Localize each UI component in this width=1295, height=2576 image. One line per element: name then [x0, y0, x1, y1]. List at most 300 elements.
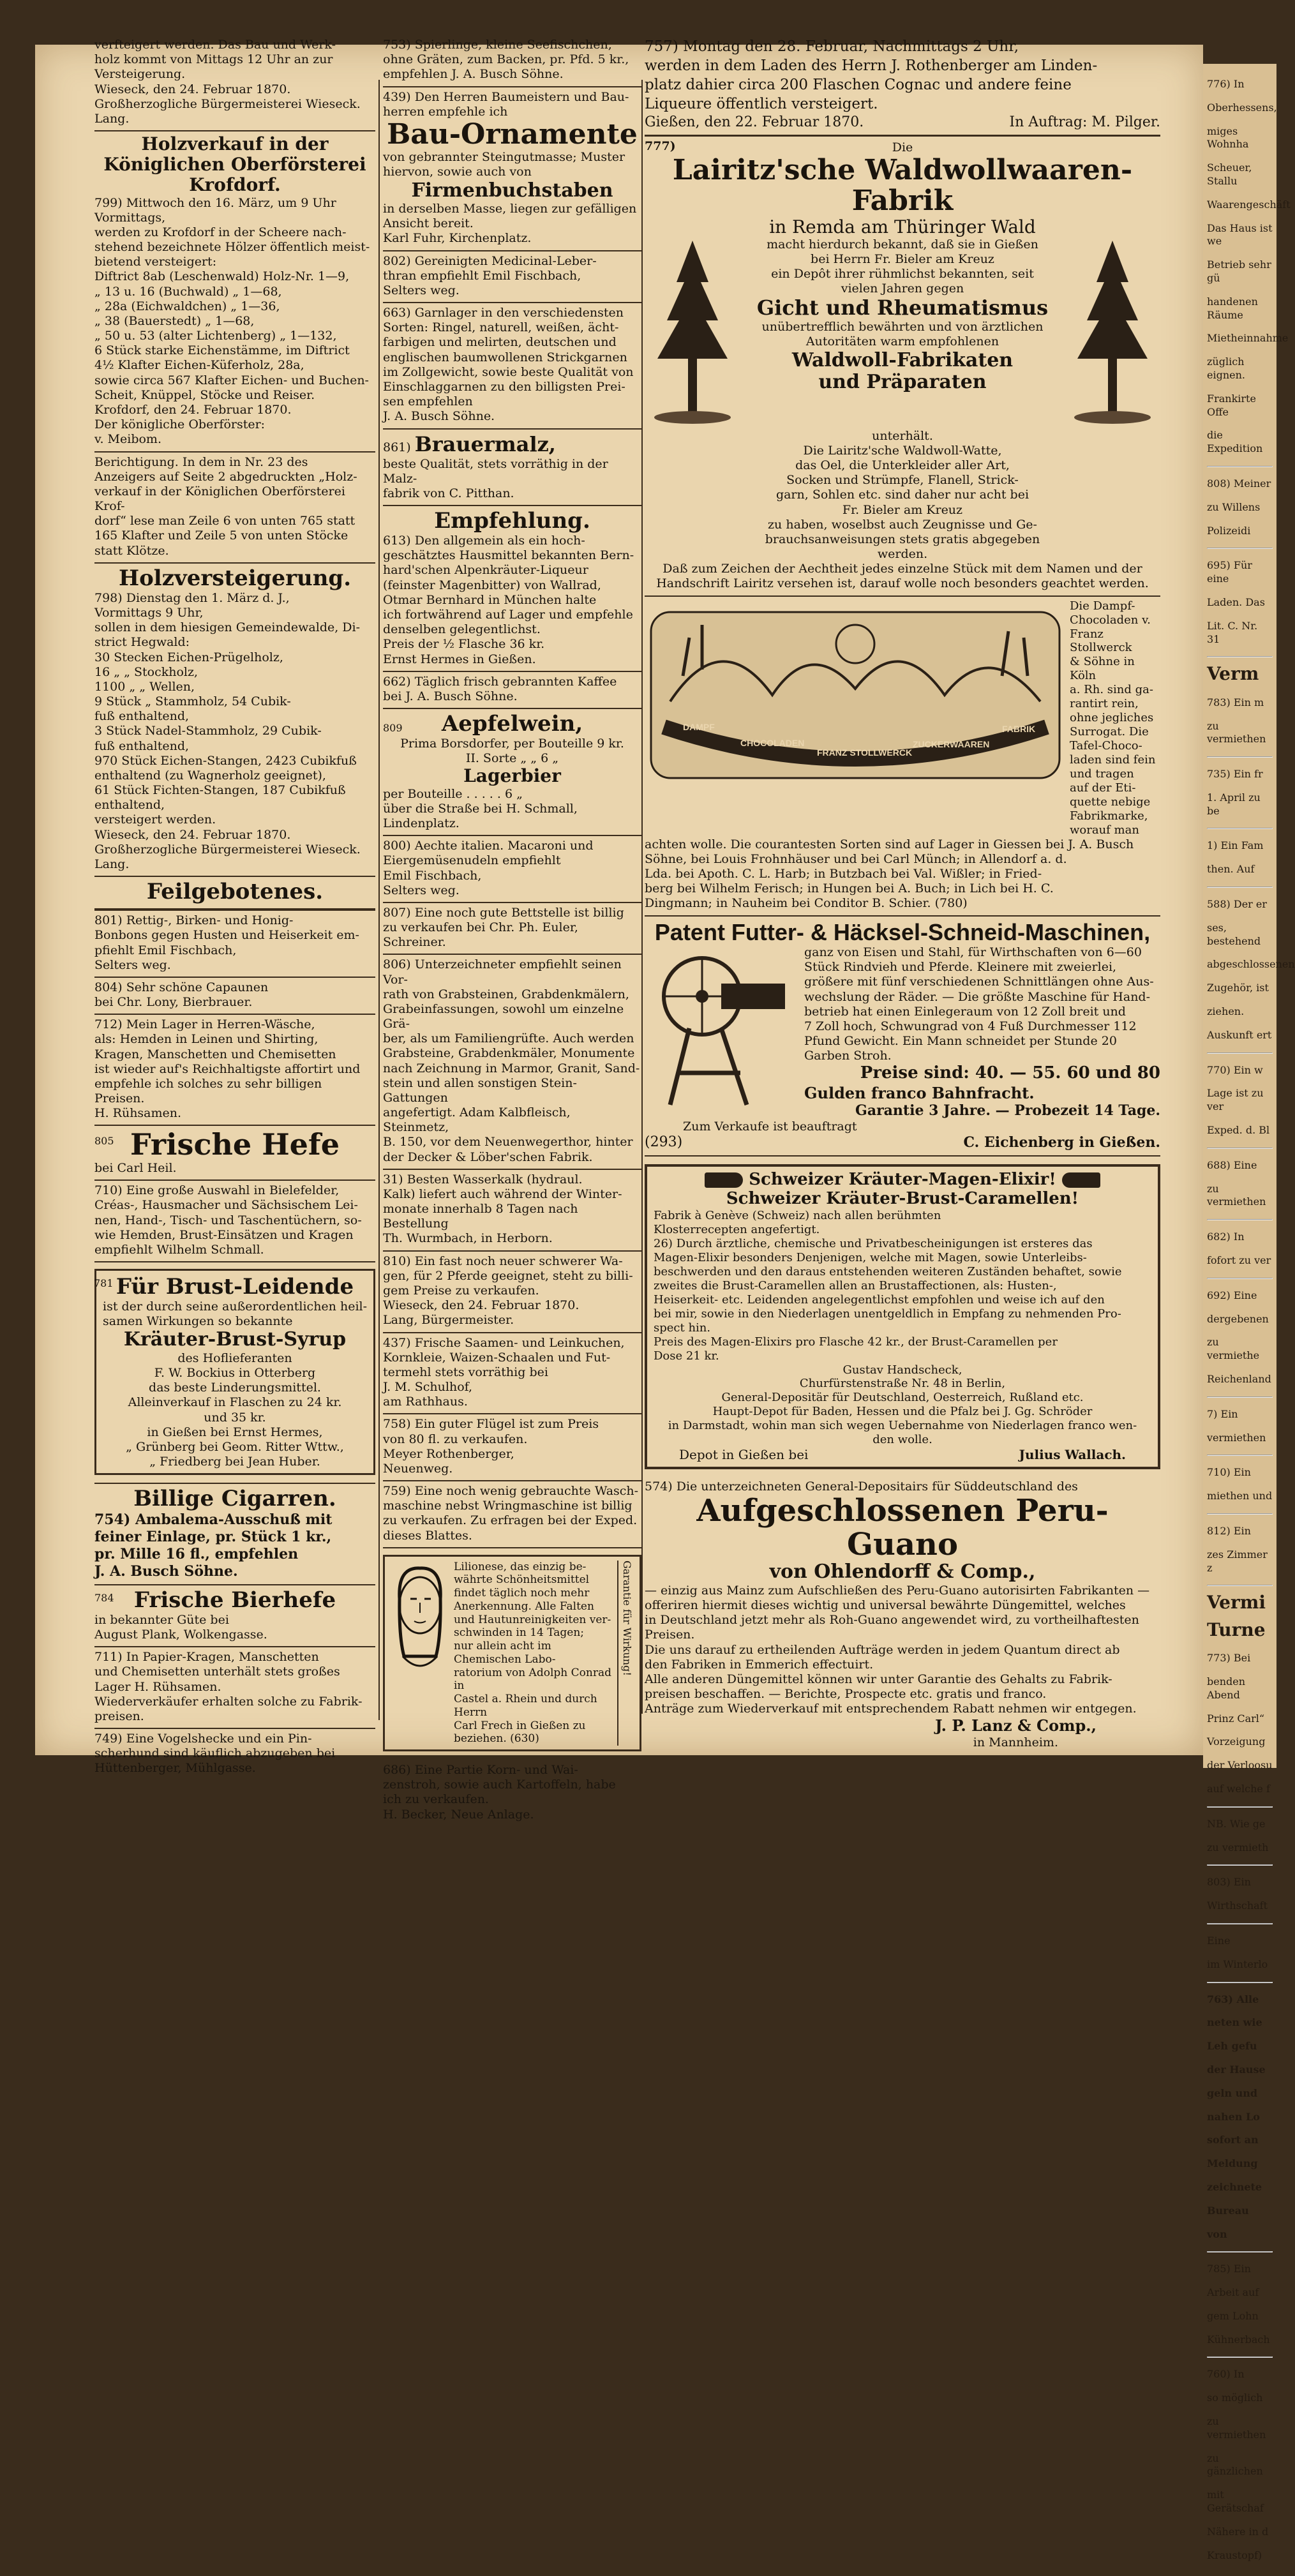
text-line: 437) Frische Saamen- und Leinkuchen,	[383, 1335, 625, 1350]
text-line: strict Hegwald:	[94, 635, 190, 650]
text-block	[1207, 696, 1273, 746]
ad-number: 781	[94, 1277, 114, 1290]
text-line: F. W. Bockius in Otterberg	[154, 1366, 316, 1381]
text-line: macht hierdurch bekannt, daß sie in Gießen	[767, 237, 1038, 251]
text-line: über die Straße bei H. Schmall,	[383, 801, 578, 816]
text-line: zu gänzlichen	[1207, 2452, 1263, 2478]
text-line: Castel a. Rhein und durch Herrn	[454, 1693, 597, 1719]
headline: Frische Bierhefe	[133, 1587, 336, 1613]
text-line: Arbeit auf	[1207, 2286, 1259, 2299]
text-line: ses, bestehend	[1207, 921, 1261, 947]
text-line: den Fabriken in Emmerich effectuirt.	[645, 1657, 874, 1672]
text-block	[1207, 2368, 1273, 2562]
text-line: der Hause	[1207, 2063, 1266, 2076]
text-line: Sorten: Ringel, naturell, weißen, ächt-	[383, 320, 619, 335]
headline-praeparate: und Präparaten	[818, 371, 987, 394]
text-line: Meyer Rothenberger,	[383, 1446, 514, 1461]
text-line: Ansicht bereit.	[383, 216, 474, 231]
section-title: Turne	[1207, 1619, 1266, 1640]
text-line: 785) Ein	[1207, 2263, 1251, 2275]
ad-807-bettstelle	[383, 903, 641, 955]
text-line: 710) Eine große Auswahl in Bielefelder,	[94, 1183, 340, 1198]
text-line: 4½ Klafter Eichen-Küferholz, 28a,	[94, 358, 304, 373]
headline: Empfehlung.	[434, 508, 590, 534]
text-line: Lda. bei Apoth. C. L. Harb; in Butzbach bei Val. Wißler; in Fried-	[645, 867, 1042, 881]
text-line: benden Abend	[1207, 1675, 1246, 1701]
text-line: zes Zimmer z	[1207, 1548, 1268, 1574]
text-line: J. M. Schulhof,	[383, 1380, 473, 1395]
label-fabrik: FABRIK	[1002, 723, 1036, 734]
text-line: vermiethen	[1207, 1431, 1266, 1444]
text-line: zu verkaufen bei Chr. Ph. Euler,	[383, 920, 578, 935]
text-line: 588) Der er	[1207, 898, 1268, 911]
text-line: 758) Ein guter Flügel ist zum Preis	[383, 1417, 599, 1432]
text-line: verkauf in der Königlichen Oberförsterei Krof-	[94, 484, 345, 514]
text-line: Preis des Magen-Elixirs pro Flasche 42 kr., der Brust-Caramellen per	[654, 1335, 1058, 1349]
text-line: miges Wohnha	[1207, 124, 1249, 151]
text-line: 770) Ein w	[1207, 1063, 1263, 1076]
text-line: achten wolle. Die courantesten Sorten sind auf Lager in Giessen bei J. A. Busch	[645, 837, 1134, 851]
text-line: zu Willens	[1207, 500, 1261, 513]
portrait-illustration	[391, 1561, 449, 1682]
text-block	[1207, 1993, 1273, 2242]
text-line: 808) Meiner	[1207, 477, 1271, 490]
text-block	[645, 429, 1160, 592]
headline: Für Brust-Leidende	[116, 1274, 354, 1300]
text-line: Lage ist zu ver	[1207, 1087, 1264, 1113]
text-line: in Deutschland jetzt mehr als Roh-Guano angewendet wird, zu vortheilhaftesten	[645, 1613, 1139, 1628]
text-line: geln und	[1207, 2086, 1258, 2099]
text-line: Scheuer, Stallu	[1207, 161, 1252, 187]
text-line: NB. Wie ge	[1207, 1817, 1266, 1830]
text-line: bei Herrn Fr. Bieler am Kreuz	[811, 251, 994, 266]
text-block	[645, 837, 1160, 911]
text-line: Fabrik à Genève (Schweiz) nach allen berühmten	[654, 1209, 941, 1223]
text-line: 31) Besten Wasserkalk (hydraul.	[383, 1172, 583, 1187]
text-line: H. Rühsamen.	[94, 1106, 182, 1121]
text-line: sofort an	[1207, 2134, 1259, 2146]
text-line: Großherzogliche Bürgermeisterei Wieseck.	[94, 96, 361, 111]
text-line: Vorzeigung	[1207, 1735, 1266, 1748]
text-block	[645, 1584, 1160, 1717]
ad-lilionese	[383, 1548, 641, 1760]
text-line: auf der Eti-	[1070, 781, 1136, 795]
text-line: unterhält.	[872, 428, 933, 443]
text-line: „ 28a (Eichwaldchen) „ 1—36,	[94, 299, 280, 313]
text-line: in derselben Masse, liegen zur gefälligen	[383, 202, 637, 216]
text-line: rath von Grabsteinen, Grabdenkmälern,	[383, 987, 629, 1001]
text-line: 810) Ein fast noch neuer schwerer Wa-	[383, 1254, 623, 1268]
text-line: Pfund Gewicht. Ein Mann schneidet per Stunde 20	[804, 1034, 1117, 1049]
text-line: wechslung der Räder. — Die größte Maschine für Hand-	[804, 989, 1151, 1004]
text-line: maschine nebst Wringmaschine ist billig	[383, 1499, 633, 1513]
text-block	[1207, 1876, 1273, 1913]
ad-439-bau-ornamente	[383, 87, 641, 251]
text-line: a. Rh. sind ga-	[1070, 683, 1153, 697]
text-line: zu haben, woselbst auch Zeugnisse und Ge-	[768, 517, 1037, 532]
text-line: Preis der ½ Flasche 36 kr.	[383, 637, 545, 652]
text-line: ein Depôt ihrer rühmlichst bekannten, seit	[771, 267, 1034, 281]
text-line: Alleinverkauf in Flaschen zu 24 kr.	[128, 1395, 342, 1410]
stollwerck-engraving	[645, 599, 1066, 791]
text-line: im Winterlo	[1207, 1958, 1268, 1970]
product-name: Kräuter-Brust-Syrup	[123, 1328, 347, 1351]
ad-686-stroh	[383, 1760, 641, 1826]
text-line: geschätztes Hausmittel bekannten Bern-	[383, 548, 634, 563]
column-rule	[378, 80, 380, 1720]
text-line: ich fortwährend auf Lager und empfehle	[383, 608, 633, 622]
text-line: Carl Frech in Gießen zu beziehen. (630)	[454, 1719, 586, 1746]
text-line: Polizeidi	[1207, 524, 1251, 537]
text-line: Bonbons gegen Husten und Heiserkeit em-	[94, 928, 359, 943]
text-line: stein und allen sonstigen Stein-Gattungen	[383, 1075, 577, 1105]
text-line: währte Schönheitsmittel	[454, 1573, 590, 1587]
text-line: fuß enthaltend,	[94, 709, 190, 724]
text-line: zu vermiethen	[1207, 1182, 1266, 1208]
ad-712-waesche	[94, 1015, 375, 1126]
text-block	[1207, 1652, 1273, 1796]
text-line: August Plank, Wolkengasse.	[94, 1628, 267, 1642]
text-line: 613) Den allgemein als ein hoch-	[383, 534, 585, 548]
subheadline: Lagerbier	[463, 765, 561, 787]
text-block	[1207, 1289, 1273, 1386]
text-line: ber, als um Familiengrüfte. Auch werden	[383, 1031, 634, 1046]
text-line: J. A. Busch Söhne.	[94, 1562, 238, 1580]
text-line: Kraustopf)	[1207, 2549, 1262, 2561]
text-block	[1207, 1818, 1273, 1855]
ad-437-saamen	[383, 1333, 641, 1415]
ad-holzverkauf-krofdorf	[94, 131, 375, 452]
side-label: Garantie für Wirkung!	[617, 1561, 633, 1746]
text-line: 9 Stück „ Stammholz, 54 Cubik-	[94, 694, 291, 709]
text-line: dergebenen	[1207, 1312, 1269, 1325]
text-block	[744, 237, 1061, 297]
ad-signature-2: in Mannheim.	[973, 1735, 1058, 1749]
text-line: Betrieb sehr gü	[1207, 258, 1271, 284]
text-line: fabrik von C. Pitthan.	[383, 486, 514, 500]
text-line: Dingmann; in Nauheim bei Conditor B. Schier. (780)	[645, 896, 968, 911]
text-line: verfteigert werden. Das Bau und Werk-	[94, 38, 336, 52]
text-line: „ Friedberg bei Jean Huber.	[149, 1455, 320, 1469]
text-line: gem Lohn	[1207, 2309, 1259, 2322]
text-line: Lang.	[94, 111, 130, 126]
text-block	[94, 1613, 375, 1642]
text-line: rantirt rein,	[1070, 697, 1139, 711]
ad-line: Die	[892, 140, 913, 154]
subheadline: in Remda am Thüringer Wald	[769, 216, 1036, 237]
headline-waldwoll: Waldwoll-Fabrikaten	[791, 348, 1014, 371]
text-line: Söhne, bei Louis Frohnhäuser und bei Carl Münch; in Allendorf a. d.	[645, 851, 1067, 866]
text-block	[744, 320, 1061, 349]
text-line: 803) Ein	[1207, 1876, 1251, 1889]
text-line: 807) Eine noch gute Bettstelle ist billig	[383, 905, 624, 920]
text-line: Autoritäten warm empfohlenen	[805, 334, 999, 349]
headline: Bau-Ornamente	[387, 117, 638, 151]
fir-tree-illustration	[1065, 237, 1160, 429]
text-line: Scheit, Knüppel, Stöcke und Reiser.	[94, 387, 315, 402]
text-line: Steinmetz,	[383, 1120, 449, 1135]
section-title: Verm	[1207, 663, 1259, 685]
text-block	[804, 945, 1160, 1063]
text-line: platz dahier circa 200 Flaschen Cognac und andere feine	[645, 76, 1072, 93]
text-line: nur allein acht im Chemischen Labo-	[454, 1640, 556, 1666]
ad-802-leberthran	[383, 251, 641, 304]
text-line: sen empfehlen	[383, 394, 473, 409]
text-line: 801) Rettig-, Birken- und Honig-	[94, 913, 294, 928]
ad-line: Depot in Gießen bei	[679, 1447, 809, 1463]
text-line: 804) Sehr schöne Capaunen	[94, 980, 269, 994]
text-line: laden sind fein	[1070, 753, 1156, 767]
text-line: zenstroh, sowie auch Kartoffeln, habe	[383, 1778, 616, 1792]
text-line: ist wieder auf's Reichhaltigste affortirt und	[94, 1061, 361, 1076]
text-line: Anzeigers auf Seite 2 abgedruckten „Holz-	[94, 469, 357, 484]
ad-801-bonbons	[94, 911, 375, 978]
pointing-hand-icon	[1062, 1172, 1100, 1188]
text-line: 798) Dienstag den 1. März d. J.,	[94, 590, 290, 605]
text-line: worauf man	[1070, 823, 1139, 837]
text-line: General-Depositär für Deutschland, Oesterreich, Rußland etc.	[721, 1391, 1084, 1405]
text-line: Die Lairitz'sche Waldwoll-Watte,	[803, 443, 1002, 458]
text-line: Neuenweg.	[383, 1461, 453, 1476]
text-block	[1207, 2263, 1273, 2346]
text-line: 3 Stück Nadel-Stammholz, 29 Cubik-	[94, 724, 322, 738]
pointing-hand-icon	[705, 1172, 743, 1188]
headline: Lairitz'sche Waldwollwaaren-Fabrik	[672, 153, 1133, 218]
text-line: B. 150, vor dem Neuenwegerthor, hinter	[383, 1135, 633, 1149]
text-line: Berichtigung. In dem in Nr. 23 des	[94, 454, 308, 469]
ad-number: 861)	[383, 440, 411, 454]
ad-800-macaroni	[383, 836, 641, 903]
text-line: Heiserkeit- etc. Leidenden angelegentlichst empfohlen und weise ich auf den	[654, 1292, 1105, 1307]
text-block	[1207, 768, 1273, 818]
ad-780-stollwerck	[645, 597, 1160, 917]
text-line: Magen-Elixir besonders Denjenigen, welche mit Magen, sowie Unterleibs-	[654, 1250, 1087, 1264]
text-line: angefertigt. Adam Kalbfleisch,	[383, 1105, 571, 1120]
ad-date: Gießen, den 22. Februar 1870.	[645, 114, 864, 130]
guarantee-line: Garantie 3 Jahre. — Probezeit 14 Tage.	[855, 1102, 1160, 1120]
text-line: 806) Unterzeichneter empfiehlt seinen Vor-	[383, 957, 622, 987]
text-line: 695) Für eine	[1207, 559, 1252, 585]
text-block	[1207, 1064, 1273, 1137]
text-line: 749) Eine Vogelshecke und ein Pin-	[94, 1732, 312, 1746]
text-line: 439) Den Herren Baumeistern und Bau-	[383, 89, 629, 104]
headline: Schweizer Kräuter-Magen-Elixir!	[654, 1171, 1151, 1190]
text-line: Die Dampf-	[1070, 599, 1135, 613]
text-block	[1070, 599, 1160, 837]
ad-784-bierhefe	[94, 1585, 375, 1647]
text-line: empfehle ich solches zu sehr billigen Preisen.	[94, 1076, 322, 1106]
text-line: 688) Eine	[1207, 1158, 1257, 1171]
text-line: zu vermiethen	[1207, 719, 1266, 745]
text-line: 776) In	[1207, 78, 1245, 90]
ad-line: 574) Die unterzeichneten General-Depositairs für Süddeutschland des	[645, 1479, 1078, 1494]
section-feilgebotenes	[94, 877, 375, 911]
text-line: findet täglich noch mehr	[454, 1587, 590, 1600]
text-line: Karl Fuhr, Kirchenplatz.	[383, 231, 532, 246]
text-line: Waarengeschäft	[1207, 198, 1291, 211]
text-line: Handschrift Lairitz versehen ist, darauf wolle noch besonders geachtet werden.	[656, 576, 1149, 591]
text-block	[454, 1561, 612, 1746]
text-block	[1207, 1935, 1273, 1972]
text-line: 753) Spierlinge, kleine Seefischchen,	[383, 38, 612, 52]
text-line: nen, Hand-, Tisch- und Taschentüchern, so-	[94, 1213, 362, 1227]
text-line: Leh gefu	[1207, 2040, 1257, 2053]
text-line: bei mir, sowie in den Niederlagen unentgeldlich in Empfang zu nehmenden Pro-	[654, 1307, 1121, 1321]
text-line: 783) Ein m	[1207, 696, 1264, 708]
text-block	[1207, 1408, 1273, 1445]
ad-757-cognac	[645, 35, 1160, 137]
text-line: Daß zum Zeichen der Aechtheit jedes einzelne Stück mit dem Namen und der	[662, 562, 1142, 576]
headline: Patent Futter- & Häcksel-Schneid-Maschinen,	[654, 918, 1151, 945]
text-block	[383, 787, 641, 832]
text-line: Haupt-Depot für Baden, Hessen und die Pfalz bei J. Gg. Schröder	[712, 1405, 1093, 1419]
ad-26-schweizer-elixir	[645, 1157, 1160, 1476]
ad-753-spierlinge	[383, 35, 641, 87]
headline: Aufgeschlossenen Peru-Guano	[696, 1492, 1109, 1562]
text-line: bei Chr. Lony, Bierbrauer.	[94, 995, 253, 1010]
text-line: offeriren hiermit dieses wichtig und universal bewährte Düngemittel, welches	[645, 1598, 1126, 1613]
machine-illustration	[645, 945, 798, 1111]
text-block	[383, 534, 641, 667]
text-line: Selters weg.	[383, 883, 460, 897]
ad-number: 784	[94, 1591, 114, 1604]
text-line: Eiergemüsenudeln empfiehlt	[383, 853, 561, 868]
text-line: preisen beschaffen. — Berichte, Prospecte etc. gratis und franco.	[645, 1687, 1047, 1702]
ad-662-kaffee	[383, 672, 641, 709]
text-line: und tragen	[1070, 767, 1134, 781]
text-line: in Gießen bei Ernst Hermes,	[147, 1425, 323, 1439]
text-line: schwinden in 14 Tagen;	[454, 1626, 585, 1640]
text-line: feiner Einlage, pr. Stück 1 kr.,	[94, 1529, 332, 1546]
text-line: Die uns darauf zu ertheilenden Aufträge werden in jedem Quantum direct ab	[645, 1642, 1120, 1657]
ad-711-papierkragen	[94, 1647, 375, 1729]
ad-line: bei Carl Heil.	[94, 1161, 177, 1175]
text-line: Socken und Strümpfe, Flanell, Strick-	[786, 473, 1019, 488]
text-block	[1207, 898, 1295, 1042]
text-line: zu vermiethe	[1207, 1336, 1260, 1362]
text-line: 754) Ambalema-Ausschuß mit	[94, 1511, 333, 1529]
headline: Holzverkauf in der Königlichen Oberförsterei Krofdorf.	[103, 133, 366, 196]
headline: Brauermalz,	[414, 431, 556, 456]
text-line: Hüttenberger, Mühlgasse.	[94, 1761, 256, 1776]
text-line: 6 Stück starke Eichenstämme, im Diftrict	[94, 343, 350, 358]
ad-574-peru-guano	[645, 1477, 1160, 1754]
text-block	[383, 150, 641, 179]
text-line: 757) Montag den 28. Februar, Nachmittags 2 Uhr,	[645, 38, 1019, 55]
text-line: 16 „ „ Stockholz,	[94, 664, 198, 679]
text-line: Zugehör, ist	[1207, 982, 1269, 994]
text-line: Churfürstenstraße Nr. 48 in Berlin,	[799, 1377, 1006, 1391]
text-line: Gustav Handscheck,	[842, 1363, 962, 1377]
ad-line: Zum Verkaufe ist beauftragt	[683, 1120, 857, 1134]
text-line: fuß enthaltend,	[94, 738, 190, 753]
text-line: der Decker & Löber'schen Fabrik.	[383, 1149, 593, 1164]
text-line: Kragen, Manschetten und Chemisetten	[94, 1047, 336, 1061]
text-line: Lit. C. Nr. 31	[1207, 619, 1258, 645]
headline-2: Schweizer Kräuter-Brust-Caramellen!	[726, 1189, 1079, 1209]
text-line: monate innerhalb 8 Tagen nach Bestellung	[383, 1202, 578, 1231]
text-line: wie Hemden, Brust-Einsätzen und Kragen	[94, 1227, 354, 1242]
text-line: Prinz Carl“	[1207, 1712, 1265, 1725]
text-line: nach Zeichnung in Marmor, Granit, Sand-	[383, 1061, 640, 1075]
headline: Frische Hefe	[130, 1127, 340, 1162]
text-line: Garben Stroh.	[804, 1049, 892, 1063]
fir-tree-illustration	[645, 237, 740, 429]
text-line: J. A. Busch Söhne.	[383, 409, 495, 424]
text-line: Selters weg.	[94, 957, 171, 972]
text-line: werden zu Krofdorf in der Scheere nach-	[94, 225, 347, 239]
text-line: enthaltend (zu Wagnerholz geeignet),	[94, 768, 326, 783]
text-line: Frankirte Offe	[1207, 392, 1256, 418]
text-line: bei J. A. Busch Söhne.	[383, 689, 518, 703]
text-line: als: Hemden in Leinen und Shirting,	[94, 1032, 318, 1047]
text-block	[1207, 477, 1273, 537]
text-line: Oberhessens,	[1207, 101, 1277, 114]
text-line: dorf“ lese man Zeile 6 von unten 765 statt	[94, 514, 356, 528]
text-line: 662) Täglich frisch gebrannten Kaffee	[383, 674, 617, 689]
ad-804-capaunen	[94, 978, 375, 1015]
text-line: spect hin.	[654, 1321, 711, 1335]
text-line: Großherzogliche Bürgermeisterei Wieseck.	[94, 842, 361, 857]
text-line: zweites die Brust-Caramellen allen an Brustaffectionen, als: Husten-,	[654, 1278, 1057, 1292]
text-line: von gebrannter Steingutmasse; Muster	[383, 150, 625, 165]
text-line: Chocoladen v.	[1070, 613, 1151, 627]
subheadline: von Ohlendorff & Comp.,	[769, 1561, 1036, 1584]
text-line: Klosterrecepten angefertigt.	[654, 1222, 820, 1236]
text-line: statt Klötze.	[94, 543, 169, 558]
ad-signature: J. P. Lanz & Comp.,	[935, 1716, 1097, 1735]
text-line: „ 38 (Bauerstedt) „ 1—68,	[94, 313, 255, 328]
text-line: quette nebige	[1070, 795, 1151, 809]
text-line: 1) Ein Fam	[1207, 839, 1264, 852]
text-line: 7) Ein	[1207, 1407, 1238, 1420]
text-line: Vormittags 9 Uhr,	[94, 605, 204, 620]
text-line: 712) Mein Lager in Herren-Wäsche,	[94, 1017, 315, 1032]
ad-number: (293)	[645, 1134, 683, 1151]
text-line: 682) In	[1207, 1231, 1245, 1243]
text-line: „ 13 u. 16 (Buchwald) „ 1—68,	[94, 284, 282, 299]
text-line: Exped. d. Bl	[1207, 1124, 1270, 1137]
text-line: holz kommt von Mittags 12 Uhr an zur	[94, 52, 333, 67]
text-line: zeichnete	[1207, 2180, 1262, 2193]
text-block	[1207, 839, 1273, 876]
text-line: beschwerden und den daraus entstehenden weiteren Zuständen behaftet, sowie	[654, 1264, 1122, 1278]
text-line: zu vermiethen	[1207, 2415, 1266, 2441]
text-line: Liqueure öffentlich versteigert.	[645, 95, 878, 112]
text-line: von 80 fl. zu verkaufen.	[383, 1432, 528, 1446]
ad-613-alpenkraeuter	[383, 506, 641, 672]
text-line: Reichenland	[1207, 1373, 1271, 1386]
text-line: termehl stets vorräthig bei	[383, 1365, 548, 1379]
text-block	[103, 1299, 367, 1329]
text-line: das beste Linderungsmittel.	[149, 1381, 321, 1395]
text-line: hiervon, sowie auch von	[383, 165, 532, 179]
text-line: fofort zu ver	[1207, 1254, 1271, 1267]
ad-number: 809	[383, 722, 403, 735]
ad-861-brauermalz	[383, 430, 641, 507]
text-line: hard'schen Alpenkräuter-Liqueur	[383, 563, 588, 578]
text-line: Wirthschaft	[1207, 1899, 1268, 1912]
text-line: 760) In	[1207, 2368, 1245, 2381]
text-line: dieses Blattes.	[383, 1528, 472, 1543]
text-line: züglich eignen.	[1207, 356, 1245, 381]
text-line: 165 Klafter und Zeile 5 von unten Stöcke	[94, 528, 348, 543]
text-line: brauchsanweisungen stets gratis abgegeben	[765, 532, 1040, 546]
text-line: Versteigerung.	[94, 67, 186, 82]
text-line: 773) Bei	[1207, 1652, 1251, 1665]
text-line: 686) Eine Partie Korn- und Wai-	[383, 1763, 578, 1778]
text-line: Einschlaggarnen zu den billigsten Prei-	[383, 379, 625, 394]
